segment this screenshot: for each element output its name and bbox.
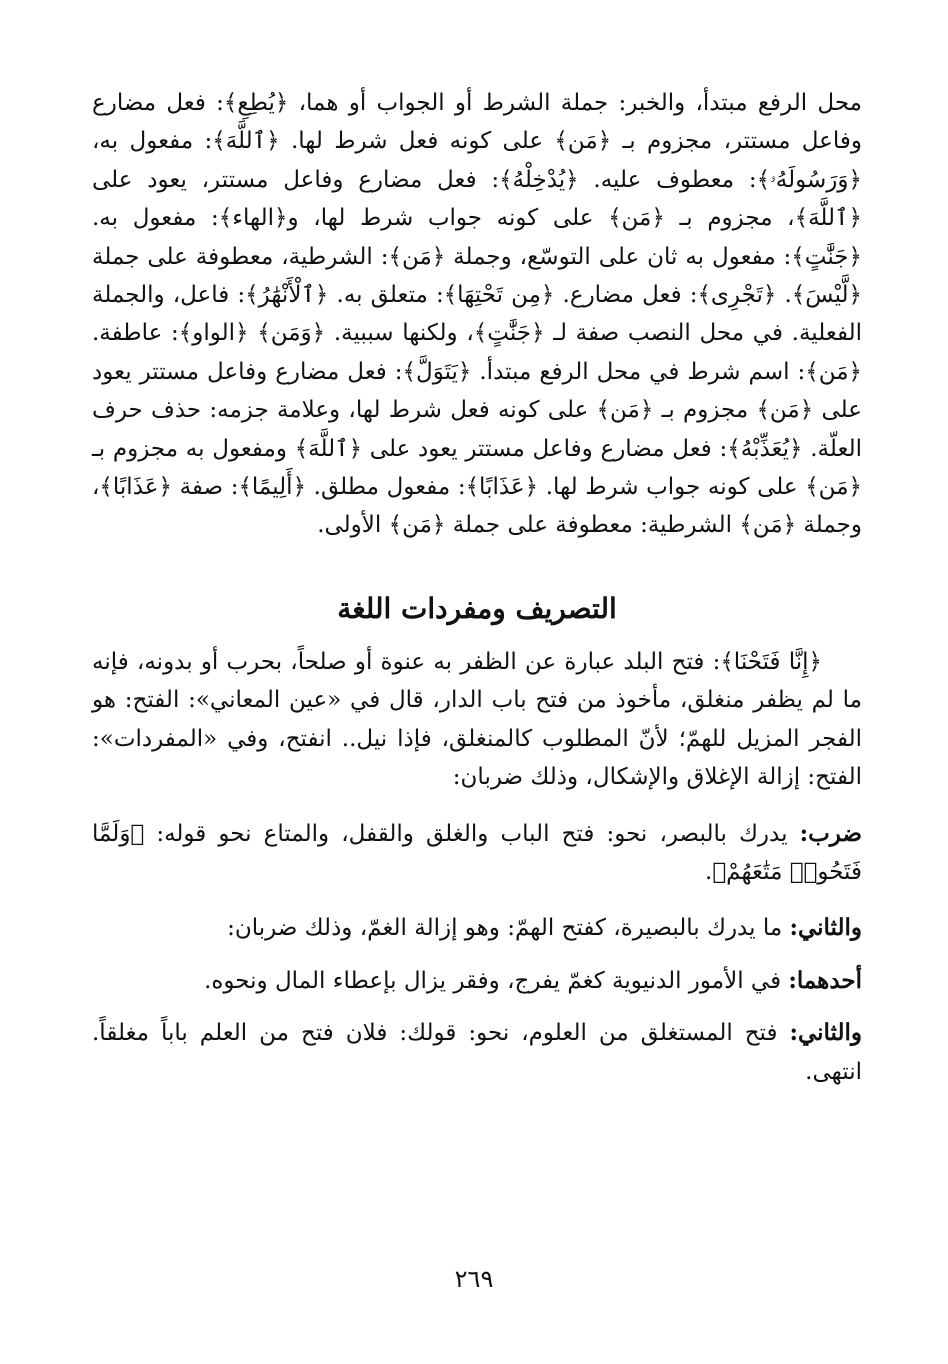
item-text: ما يدرك بالبصيرة، كفتح الهمّ: وهو إزالة الغمّ، وذلك ضربان: bbox=[227, 915, 790, 942]
item-second-kind bbox=[92, 909, 862, 947]
section-title: التصريف ومفردات اللغة bbox=[337, 591, 617, 625]
page-number: ٢٦٩ bbox=[454, 1265, 494, 1293]
item-term: والثاني: bbox=[789, 914, 862, 942]
item-text: في الأمور الدنيوية كغمّ يفرج، وفقر يزال بإعطاء المال ونحوه. bbox=[204, 967, 789, 994]
item-term: ضرب: bbox=[799, 819, 862, 847]
item-term: أحدهما: bbox=[788, 966, 862, 994]
item-term: والثاني: bbox=[789, 1019, 862, 1047]
item-second-subkind bbox=[92, 1014, 862, 1091]
item-first-subkind bbox=[92, 962, 862, 1000]
definition-paragraph: ﴿إِنَّا فَتَحْنَا﴾: فتح البلد عبارة عن الظفر به عنوة أو صلحاً، بحرب أو بدونه، فإنه ما لم يظفر منغلق، مأخوذ من فتح باب الدار، قال في «عين المعاني»: الفتح: هو الفجر المزيل للهمّ؛ لأنّ المطلوب كالمنغلق، فإذا نيل.. انفتح، وفي «المفردات»: الفتح: إزالة الإغلاق والإشكال، وذلك ضربان: bbox=[92, 648, 862, 791]
item-first-kind bbox=[92, 815, 862, 892]
page-body bbox=[92, 84, 862, 1091]
grammar-analysis-paragraph: محل الرفع مبتدأ، والخبر: جملة الشرط أو الجواب أو هما، ﴿يُطِعِ﴾: فعل مضارع وفاعل مستتر، مجزوم بـ ﴿مَن﴾ على كونه فعل شرط لها. ﴿ٱللَّهَ﴾: مفعول به، ﴿وَرَسُولَهُۥ﴾: معطوف عليه. ﴿يُدْخِلْهُ﴾: فعل مضارع وفاعل مستتر، يعود على ﴿ٱللَّهَ﴾، مجزوم بـ ﴿مَن﴾ على كونه جواب شرط لها، و﴿الهاء﴾: مفعول به. ﴿جَنَّٰتٍ﴾: مفعول به ثان على التوسّع، وجملة ﴿مَن﴾: الشرطية، معطوفة على جملة ﴿لَّيْسَ﴾. ﴿تَجْرِى﴾: فعل مضارع. ﴿مِن تَحْتِهَا﴾: متعلق به. ﴿ٱلْأَنْهَٰرُ﴾: فاعل، والجملة الفعلية. في محل النصب صفة لـ ﴿جَنَّٰتٍ﴾، ولكنها سببية. ﴿وَمَن﴾ ﴿الواو﴾: عاطفة. ﴿مَن﴾: اسم شرط في محل الرفع مبتدأ. ﴿يَتَوَلَّ﴾: فعل مضارع وفاعل مستتر يعود على ﴿مَن﴾ مجزوم بـ ﴿مَن﴾ على كونه فعل شرط لها، وعلامة جزمه: حذف حرف العلّة. ﴿يُعَذِّبْهُ﴾: فعل مضارع وفاعل مستتر يعود على ﴿ٱللَّهَ﴾ ومفعول به مجزوم بـ ﴿مَن﴾ على كونه جواب شرط لها. ﴿عَذَابًا﴾: مفعول مطلق. ﴿أَلِيمًا﴾: صفة ﴿عَذَابًا﴾، وجملة ﴿مَن﴾ الشرطية: معطوفة على جملة ﴿مَن﴾ الأولى. bbox=[92, 90, 862, 539]
item-text: يدرك بالبصر، نحو: فتح الباب والغلق والقفل، والمتاع نحو قوله: ﴿وَلَمَّا فَتَحُوا۟ مَتَٰعَهُمْ﴾. bbox=[92, 820, 862, 885]
item-text: فتح المستغلق من العلوم، نحو: قولك: فلان فتح من العلم باباً مغلقاً. انتهى. bbox=[92, 1020, 862, 1085]
